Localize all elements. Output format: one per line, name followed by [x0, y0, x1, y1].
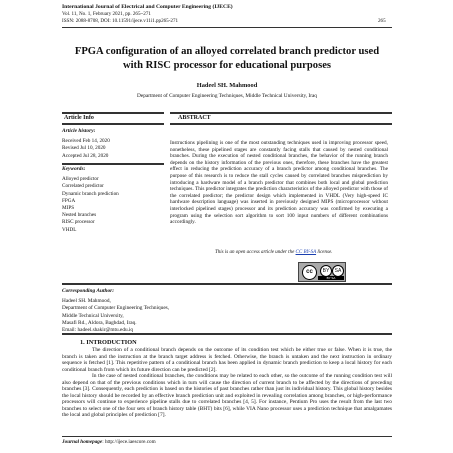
keywords-rule: [62, 163, 164, 165]
corresponding-line: Department of Computer Engineering Techniques,: [62, 305, 170, 312]
cc-by-sa-badge[interactable]: [298, 262, 346, 282]
corresponding-line: Middle Technical University,: [62, 312, 124, 319]
abstract-rule: [170, 123, 392, 125]
cc-icon: cc: [302, 265, 317, 280]
keyword: VHDL: [62, 226, 77, 233]
abstract-text: Instructions pipelining is one of the most outstanding techniques used in improving processor speed, nonetheless, these pipelined stages are constantly facing stalls that caused by nested conditional branches. During the execution of nested conditional branches, the behavior of the running branch depends on the history information of the previous ones, therefore, these branches have the greatest effect in reducing the prediction accuracy of a branch predictor among conditional branches. The purpose of this research is to reduce the stall cycles caused by correlated branches misprediction by introducing a hardware model of a branch predictor that combines both local and global prediction techniques. This predictor integrates the prediction characteristics of the alloyed predictor with those of the correlated predictor; the predictor design which implemented in VHDL (Very high-speed IC hardware description language) was inserted in previously designed MIPS (microprocessor without interlocked pipelined stages) processor and its prediction accuracy was confirmed by executing a program using the selection sort algorithm to sort 100 input numbers of different combinations accordingly.: [170, 140, 388, 226]
corresponding-label: Corresponding Author:: [62, 288, 115, 294]
article-info-rule-top: [62, 112, 164, 114]
footer-rule: [62, 436, 392, 437]
author-name: Hadeel SH. Mahmood: [196, 82, 258, 89]
journal-homepage: [62, 439, 156, 445]
keywords-label: Keywords:: [62, 166, 86, 172]
keyword: Nested branches: [62, 212, 97, 219]
keyword: MIPS: [62, 205, 75, 212]
history-accepted: Accepted Jul 28, 2020: [62, 152, 109, 159]
corresponding-line: Email: hadeel.shakir@mtu.edu.iq: [62, 327, 134, 334]
corresponding-rule-bottom: [62, 333, 392, 335]
corresponding-line: Hadeel SH. Mahmood,: [62, 298, 111, 305]
history-label: Article history:: [62, 128, 96, 134]
license-suffix: license.: [316, 250, 333, 255]
article-info-rule: [62, 123, 164, 125]
journal-issn: ISSN: 2088-8708, DOI: 10.11591/ijece.v11i1.pp265-271: [62, 18, 179, 24]
keyword: Dynamic branch prediction: [62, 190, 119, 197]
by-icon: BY: [320, 265, 332, 277]
corresponding-line: Masafi Rd., Aldora, Baghdad, Iraq.: [62, 319, 137, 326]
page-number: 265: [378, 18, 386, 24]
paper-title: FPGA configuration of an alloyed correlated branch predictor used with RISC processor for educational purposes: [74, 46, 380, 71]
abstract-heading: ABSTRACT: [178, 115, 211, 121]
keyword: Correlated predictor: [62, 183, 104, 190]
keyword: RISC processor: [62, 219, 95, 226]
history-received: Received Feb 14, 2020: [62, 138, 110, 145]
journal-volume: Vol. 11, No. 1, February 2021, pp. 265~271: [62, 11, 151, 17]
author-affiliation: Department of Computer Engineering Techniques, Middle Technical University, Iraq: [137, 93, 317, 99]
keywords-block: [62, 166, 162, 234]
intro-paragraph: In the case of nested conditional branches, the conditions may be related to each other, so the outcome of the running condition test will also depend on that of the previous conditions which in turn will cause the direction of current branch to be affected by the directions of preceding branches [3]. Consequently, each prediction is based on the histories of past branches rather than just its individual history. This global history besides the local history should be recorded by an effective branch prediction unit and exploited in revealing correlation among branches, or high-performance processors will continue to experience pipeline stalls due to correlated branches [4, 5]. For instance, Pentium Pro uses the result from the last two branches to select one of the four sets of branch history table (BHT) bits [6], while VIA Nano processor uses a prediction technique that amalgamates the local and global principles of prediction [7].: [62, 373, 392, 419]
homepage-label: Journal homepage: [62, 439, 103, 445]
corresponding-author: [62, 288, 392, 334]
abstract-rule-top: [170, 112, 392, 114]
sa-icon: SA: [332, 265, 344, 277]
header-rule: [62, 27, 392, 28]
homepage-url[interactable]: : http://ijece.iaescore.com: [102, 439, 156, 445]
introduction-body: [62, 347, 392, 419]
history-revised: Revised Jul 10, 2020: [62, 145, 106, 152]
license-statement: [215, 250, 332, 255]
keyword: Alloyed predictor: [62, 176, 99, 183]
license-link[interactable]: CC BY-SA: [295, 250, 317, 255]
article-info-heading: Article Info: [64, 115, 94, 121]
section-heading: 1. INTRODUCTION: [80, 339, 137, 346]
badge-band: BY SA: [318, 276, 344, 280]
article-history: [62, 128, 162, 160]
corresponding-rule-top: [62, 283, 392, 285]
license-prefix: This is an open access article under the: [215, 250, 296, 255]
intro-paragraph: The direction of a conditional branch depends on the outcome of its condition test which be either true or false. When it is true, the branch is taken and the instruction at the branch target address is fetched. Otherwise, the branch is untaken and the next instruction in ordinary sequence is fetched [1]. This repetitive pattern of a conditional branch has been applied in dynamic branch prediction to keep a local history for each conditional branch from which its future direction can be predicted [2].: [62, 347, 392, 373]
keyword: FPGA: [62, 197, 76, 204]
journal-name: International Journal of Electrical and Computer Engineering (IJECE): [62, 4, 233, 10]
